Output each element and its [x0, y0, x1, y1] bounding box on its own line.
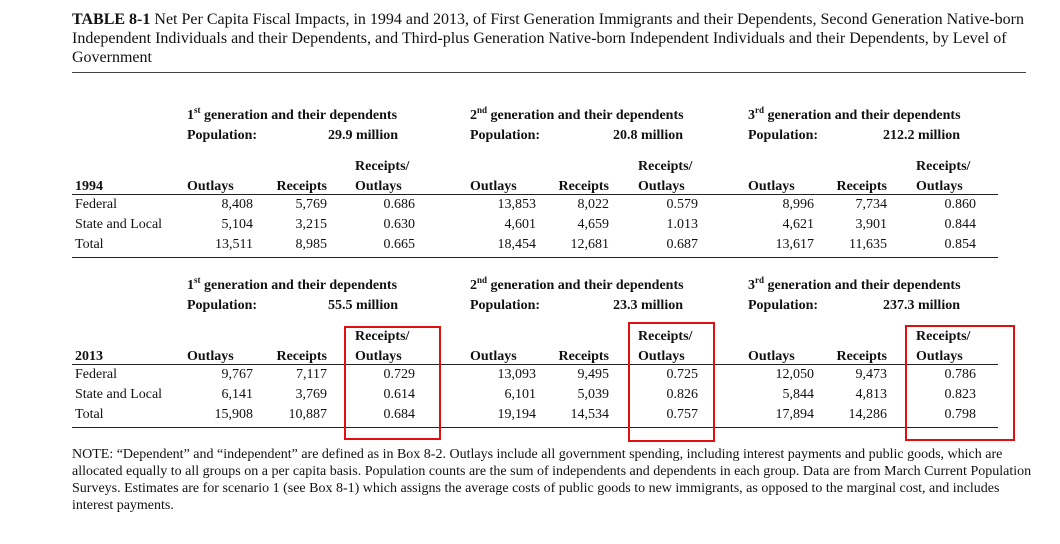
population-label: Population:: [187, 298, 258, 313]
table-cell: 6,101: [504, 387, 536, 402]
row-label: State and Local: [75, 217, 163, 232]
ratio-header-top: Receipts/: [355, 159, 410, 174]
group-heading: [748, 105, 961, 124]
table-cell: 0.757: [666, 407, 698, 422]
table-cell: 19,194: [497, 407, 536, 422]
population-value: 237.3 million: [882, 298, 960, 313]
table-cell: 8,022: [577, 197, 609, 212]
table-cell: 0.729: [383, 367, 415, 382]
outlays-header: Outlays: [748, 349, 795, 364]
table-bottom-rule: [72, 427, 998, 428]
group-heading: [470, 275, 684, 294]
table-cell: 0.854: [944, 237, 976, 252]
ordinal-number: 3: [748, 108, 755, 123]
table-cell: 3,215: [295, 217, 327, 232]
population-label: Population:: [748, 128, 819, 143]
group-heading-text: generation and their dependents: [200, 108, 398, 123]
table-cell: 0.823: [944, 387, 976, 402]
table-cell: 13,511: [215, 237, 253, 252]
table-cell: 12,681: [570, 237, 609, 252]
row-label: Federal: [75, 197, 117, 212]
table-cell: 14,534: [570, 407, 609, 422]
group-heading-text: generation and their dependents: [764, 278, 961, 293]
row-label: Total: [75, 237, 104, 252]
ordinal-number: 3: [748, 278, 755, 293]
table-cell: 7,734: [855, 197, 887, 212]
table-cell: 15,908: [214, 407, 253, 422]
table-cell: 8,408: [221, 197, 253, 212]
population-value: 212.2 million: [882, 128, 960, 143]
ratio-header-top: Receipts/: [916, 329, 971, 344]
table-cell: 13,617: [775, 237, 814, 252]
ordinal-suffix: rd: [755, 105, 764, 115]
header-rule: [72, 364, 998, 365]
table-cell: 0.786: [944, 367, 976, 382]
ratio-header-top: Receipts/: [916, 159, 971, 174]
group-heading-text: generation and their dependents: [764, 108, 961, 123]
receipts-header: Receipts: [836, 349, 887, 364]
table-cell: 3,901: [855, 217, 887, 232]
population-label: Population:: [187, 128, 258, 143]
header-rule: [72, 194, 998, 195]
receipts-header: Receipts: [558, 349, 609, 364]
table-bottom-rule: [72, 257, 998, 258]
table-cell: 9,767: [221, 367, 253, 382]
table-cell: 0.686: [383, 197, 415, 212]
group-heading: [470, 105, 684, 124]
table-cell: 0.826: [666, 387, 698, 402]
table-cell: 0.614: [383, 387, 415, 402]
receipts-header: Receipts: [276, 349, 327, 364]
outlays-header: Outlays: [470, 349, 517, 364]
population-value: 23.3 million: [612, 298, 683, 313]
outlays-header: Outlays: [187, 179, 234, 194]
table-cell: 10,887: [288, 407, 327, 422]
table-cell: 3,769: [295, 387, 327, 402]
highlight-box: [628, 322, 715, 442]
table-cell: 13,093: [497, 367, 536, 382]
table-cell: 9,495: [577, 367, 609, 382]
highlight-box: [905, 325, 1015, 441]
ordinal-suffix: rd: [755, 275, 764, 285]
ratio-header-bottom: Outlays: [638, 179, 685, 194]
table-cell: 8,996: [782, 197, 814, 212]
ordinal-number: 2: [470, 278, 477, 293]
ratio-header-bottom: Outlays: [355, 349, 402, 364]
ratio-header-bottom: Outlays: [638, 349, 685, 364]
table-cell: 4,813: [855, 387, 887, 402]
receipts-header: Receipts: [836, 179, 887, 194]
population-value: 20.8 million: [612, 128, 683, 143]
group-heading-text: generation and their dependents: [487, 278, 684, 293]
table-cell: 8,985: [295, 237, 327, 252]
year-label: 1994: [75, 179, 103, 194]
ordinal-suffix: nd: [477, 275, 488, 285]
population-label: Population:: [748, 298, 819, 313]
table-label: TABLE 8-1: [72, 11, 151, 28]
table-cell: 4,601: [504, 217, 536, 232]
table-cell: 14,286: [848, 407, 887, 422]
table-cell: 0.798: [944, 407, 976, 422]
ordinal-suffix: nd: [477, 105, 488, 115]
ordinal-number: 1: [187, 278, 194, 293]
receipts-header: Receipts: [276, 179, 327, 194]
highlight-box: [344, 326, 441, 440]
ratio-header-bottom: Outlays: [916, 179, 963, 194]
group-heading-text: generation and their dependents: [487, 108, 684, 123]
table-cell: 9,473: [855, 367, 887, 382]
table-cell: 0.725: [666, 367, 698, 382]
table-cell: 0.665: [383, 237, 415, 252]
ordinal-number: 2: [470, 108, 477, 123]
table-cell: 0.860: [944, 197, 976, 212]
table-cell: 5,769: [295, 197, 327, 212]
table-cell: 6,141: [221, 387, 253, 402]
table-cell: 1.013: [666, 217, 698, 232]
group-heading: [187, 105, 398, 124]
group-heading-text: generation and their dependents: [200, 278, 398, 293]
ordinal-suffix: st: [194, 275, 201, 285]
table-cell: 0.579: [666, 197, 698, 212]
population-value: 29.9 million: [327, 128, 398, 143]
table-cell: 0.630: [383, 217, 415, 232]
outlays-header: Outlays: [187, 349, 234, 364]
table-cell: 13,853: [497, 197, 536, 212]
table-cell: 0.844: [944, 217, 976, 232]
outlays-header: Outlays: [748, 179, 795, 194]
table-cell: 18,454: [497, 237, 536, 252]
table-cell: 5,104: [221, 217, 253, 232]
table-cell: 4,621: [782, 217, 814, 232]
table-cell: 17,894: [775, 407, 814, 422]
ratio-header-top: Receipts/: [638, 159, 693, 174]
row-label: Federal: [75, 367, 117, 382]
population-label: Population:: [470, 298, 541, 313]
ratio-header-bottom: Outlays: [355, 179, 402, 194]
table-cell: 12,050: [775, 367, 814, 382]
table-cell: 0.687: [666, 237, 698, 252]
table-cell: 7,117: [296, 367, 327, 382]
ordinal-suffix: st: [194, 105, 201, 115]
title-rule: [72, 72, 1026, 73]
ordinal-number: 1: [187, 108, 194, 123]
outlays-header: Outlays: [470, 179, 517, 194]
receipts-header: Receipts: [558, 179, 609, 194]
table-title: [72, 10, 1032, 67]
row-label: Total: [75, 407, 104, 422]
ratio-header-top: Receipts/: [638, 329, 693, 344]
table-caption: Net Per Capita Fiscal Impacts, in 1994 and 2013, of First Generation Immigrants and their Dependents, Second Generation Native-born Independent Individuals and their Dependents, and Third-plus Generation Native-born Independent Individuals and their Dependents, by Level of Government: [72, 11, 1024, 66]
group-heading: [748, 275, 961, 294]
table-cell: 11,635: [849, 237, 887, 252]
table-note: NOTE: “Dependent” and “independent” are defined as in Box 8-2. Outlays include all government spending, including interest payments and public goods, which are allocated equally to all groups on a per capita basis. Population counts are the sum of independents and dependents in each group. Data are from March Current Population Surveys. Estimates are for scenario 1 (see Box 8-1) which assigns the average costs of public goods to new immigrants, as opposed to the marginal cost, and includes interest payments.: [72, 447, 1032, 513]
ratio-header-top: Receipts/: [355, 329, 410, 344]
table-cell: 5,039: [577, 387, 609, 402]
population-label: Population:: [470, 128, 541, 143]
population-value: 55.5 million: [327, 298, 398, 313]
table-cell: 4,659: [577, 217, 609, 232]
row-label: State and Local: [75, 387, 163, 402]
table-cell: 0.684: [383, 407, 415, 422]
table-cell: 5,844: [782, 387, 814, 402]
group-heading: [187, 275, 398, 294]
ratio-header-bottom: Outlays: [916, 349, 963, 364]
year-label: 2013: [75, 349, 103, 364]
